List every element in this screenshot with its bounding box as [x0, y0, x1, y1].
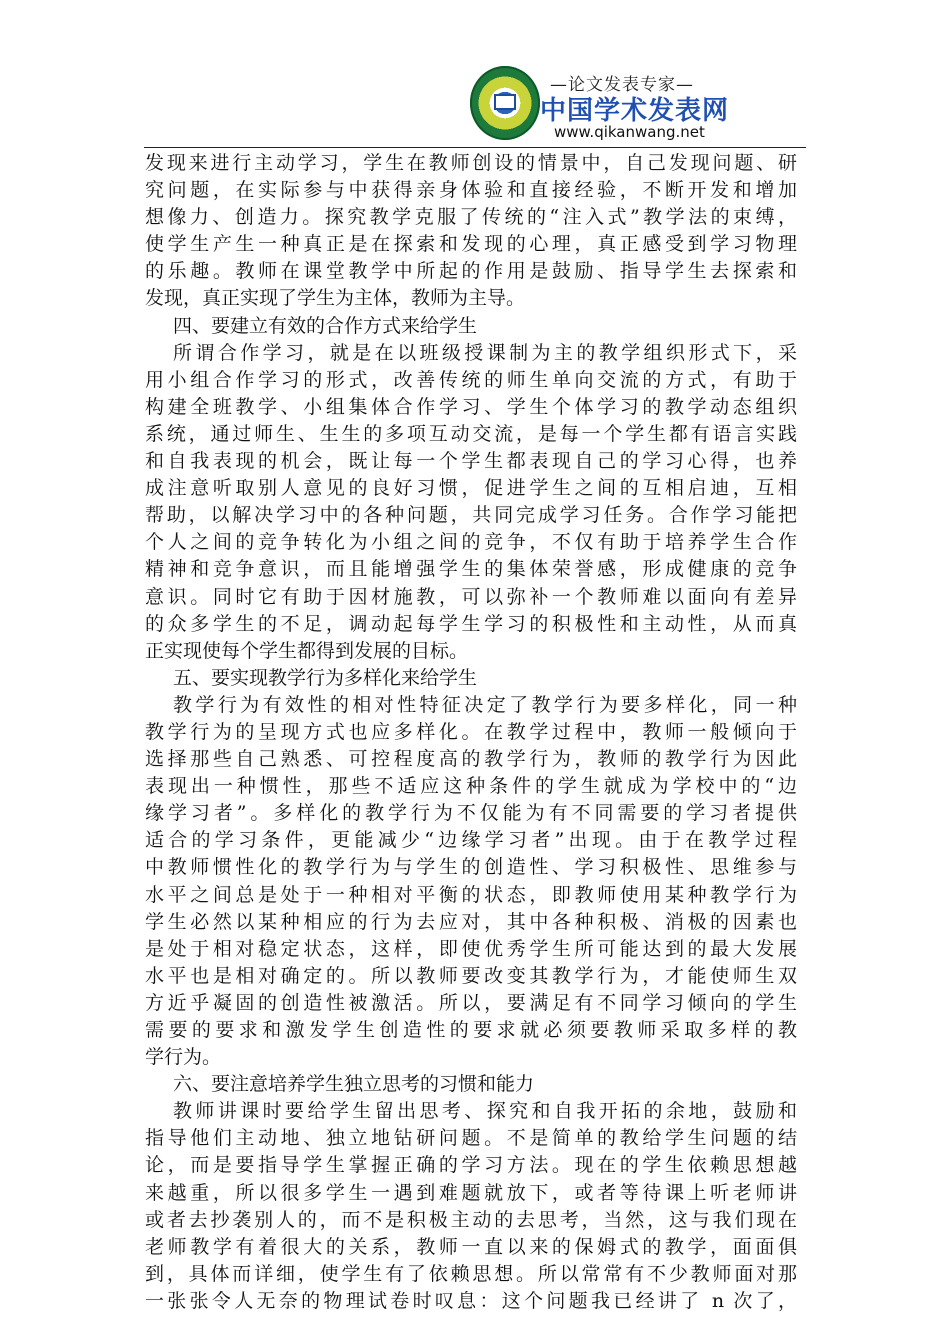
text-line: 正实现使每个学生都得到发展的目标。: [145, 639, 469, 662]
text-line: 用小组合作学习的形式，改善传统的师生单向交流的方式，有助于: [145, 368, 797, 391]
text-line: 精神和竞争意识，而且能增强学生的集体荣誉感，形成健康的竞争: [145, 558, 797, 581]
section-heading: 五、要实现教学行为多样化来给学生: [173, 666, 478, 689]
logo-brand-name: 中国学术发表网: [540, 96, 730, 126]
text-line: 想像力、创造力。探究教学克服了传统的“注入式”教学法的束缚，: [145, 206, 797, 229]
text-line: 老师教学有着很大的关系，教师一直以来的保姆式的教学，面面俱: [145, 1235, 797, 1258]
text-line: 或者去抄袭别人的，而不是积极主动的去思考，当然，这与我们现在: [145, 1208, 797, 1231]
text-line: 的众多学生的不足，调动起每学生学习的积极性和主动性，从而真: [145, 612, 797, 635]
text-line: 的乐趣。教师在课堂教学中所起的作用是鼓励、指导学生去探索和: [145, 260, 797, 283]
text-line: 中教师惯性化的教学行为与学生的创造性、学习积极性、思维参与: [145, 856, 797, 879]
text-line: 究问题，在实际参与中获得亲身体验和直接经验，不断开发和增加: [145, 179, 797, 202]
text-line: 水平也是相对确定的。所以教师要改变其教学行为，才能使师生双: [145, 964, 797, 987]
text-line: 表现出一种惯性，那些不适应这种条件的学生就成为学校中的“边: [145, 775, 797, 798]
book-icon: [494, 94, 516, 110]
logo-emblem-icon: [470, 66, 540, 140]
logo-url: www.qikanwang.net: [554, 123, 705, 141]
text-line: 学生必然以某种相应的行为去应对，其中各种积极、消极的因素也: [145, 910, 797, 933]
text-line: 缘学习者”。多样化的教学行为不仅能为有不同需要的学习者提供: [145, 802, 797, 825]
text-line: 学行为。: [145, 1046, 222, 1069]
text-line: 系统，通过师生、生生的多项互动交流，是每一个学生都有语言实践: [145, 422, 797, 445]
section-heading: 六、要注意培养学生独立思考的习惯和能力: [173, 1073, 535, 1096]
section-heading: 四、要建立有效的合作方式来给学生: [173, 314, 478, 337]
text-line: 需要的要求和激发学生创造性的要求就必须要教师采取多样的教: [145, 1019, 797, 1041]
text-line: 成注意听取别人意见的良好习惯，促进学生之间的互相启迪，互相: [145, 477, 797, 500]
text-line: 教学行为的呈现方式也应多样化。在教学过程中，教师一般倾向于: [145, 720, 797, 743]
site-logo: [470, 66, 730, 146]
text-line: 来越重，所以很多学生一遇到难题就放下，或者等待课上听老师讲: [145, 1181, 797, 1204]
text-line: 个人之间的竞争转化为小组之间的竞争，不仅有助于培养学生合作: [145, 531, 797, 554]
text-line: 是处于相对稳定状态，这样，即使优秀学生所可能达到的最大发展: [145, 937, 797, 960]
text-line: 方近乎凝固的创造性被激活。所以，要满足有不同学习倾向的学生: [145, 991, 797, 1014]
text-line: 指导他们主动地、独立地钻研问题。不是简单的教给学生问题的结: [145, 1127, 797, 1150]
text-line: 论，而是要指导学生掌握正确的学习方法。现在的学生依赖思想越: [145, 1154, 797, 1177]
text-line: 和自我表现的机会，既让每一个学生都表现自己的学习心得，也养: [145, 450, 797, 473]
text-line: 构建全班教学、小组集体合作学习、学生个体学习的教学动态组织: [145, 395, 797, 418]
text-line: 选择那些自己熟悉、可控程度高的教学行为，教师的教学行为因此: [145, 748, 797, 771]
text-line: 到，具体而详细，使学生有了依赖思想。所以常常有不少教师面对那: [145, 1262, 797, 1285]
text-line: 发现来进行主动学习，学生在教师创设的情景中，自己发现问题、研: [145, 152, 797, 174]
article-body: [145, 150, 797, 1315]
text-line: 教学行为有效性的相对性特征决定了教学行为要多样化，同一种: [173, 693, 797, 716]
header-divider: [144, 147, 806, 148]
text-line: 水平之间总是处于一种相对平衡的状态，即教师使用某种教学行为: [145, 883, 797, 906]
text-line: 教师讲课时要给学生留出思考、探究和自我开拓的余地，鼓励和: [173, 1100, 797, 1123]
text-line: 使学生产生一种真正是在探索和发现的心理，真正感受到学习物理: [145, 233, 797, 256]
text-line: 意识。同时它有助于因材施教，可以弥补一个教师难以面向有差异: [145, 585, 797, 608]
text-line: 所谓合作学习，就是在以班级授课制为主的教学组织形式下，采: [173, 341, 797, 364]
logo-slogan: —论文发表专家—: [550, 75, 694, 95]
text-line: 发现，真正实现了学生为主体，教师为主导。: [145, 287, 526, 310]
text-line: 帮助，以解决学习中的各种问题，共同完成学习任务。合作学习能把: [145, 504, 797, 527]
text-line: 适合的学习条件，更能减少“边缘学习者”出现。由于在教学过程: [145, 829, 797, 852]
text-line: 一张张令人无奈的物理试卷时叹息：这个问题我已经讲了 n 次了，: [145, 1289, 797, 1312]
